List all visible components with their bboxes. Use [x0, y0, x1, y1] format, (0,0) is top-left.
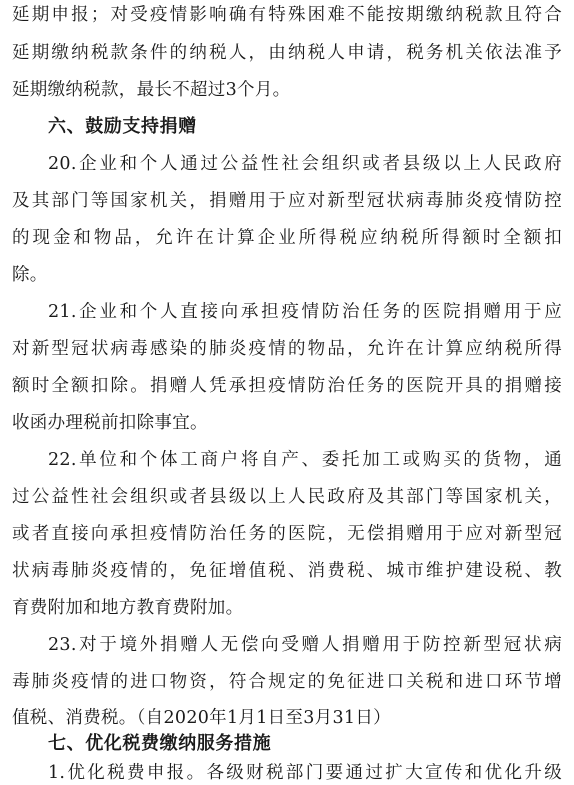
text-line: 值税、消费税。（自2020年1月1日至3月31日）: [12, 708, 391, 728]
text-line: 育费附加和地方教育费附加。: [12, 598, 244, 618]
text-line: 对新型冠状病毒感染的肺炎疫情的物品，允许在计算应纳税所得: [12, 339, 562, 359]
text-line: 延期缴纳税款条件的纳税人，由纳税人申请，税务机关依法准予: [12, 43, 562, 63]
text-line: 毒肺炎疫情的进口物资，符合规定的免征进口关税和进口环节增: [12, 672, 562, 692]
section-heading-7: 七、优化税费缴纳服务措施: [48, 733, 272, 754]
text-line: 除。: [12, 265, 48, 285]
text-line: 及其部门等国家机关，捐赠用于应对新型冠状病毒肺炎疫情防控: [12, 191, 562, 211]
text-line: 延期缴纳税款，最长不超过3个月。: [12, 80, 291, 100]
text-line: 状病毒肺炎疫情的，免征增值税、消费税、城市维护建设税、教: [12, 561, 562, 581]
paragraph-1-first-line: 1.优化税费申报。各级财税部门要通过扩大宣传和优化升级: [48, 763, 562, 783]
text-line: 额时全额扣除。捐赠人凭承担疫情防治任务的医院开具的捐赠接: [12, 376, 562, 396]
text-line: 过公益性社会组织或者县级以上人民政府及其部门等国家机关，: [12, 487, 562, 507]
text-line: 的现金和物品，允许在计算企业所得税应纳税所得额时全额扣: [12, 228, 562, 248]
paragraph-21-first-line: 21.企业和个人直接向承担疫情防治任务的医院捐赠用于应: [48, 302, 562, 322]
paragraph-23-first-line: 23.对于境外捐赠人无偿向受赠人捐赠用于防控新型冠状病: [48, 635, 562, 655]
text-line: 或者直接向承担疫情防治任务的医院，无偿捐赠用于应对新型冠: [12, 524, 562, 544]
section-heading-6: 六、鼓励支持捐赠: [48, 116, 197, 137]
paragraph-20-first-line: 20.企业和个人通过公益性社会组织或者县级以上人民政府: [48, 154, 562, 174]
text-line: 收函办理税前扣除事宜。: [12, 413, 208, 433]
paragraph-22-first-line: 22.单位和个体工商户将自产、委托加工或购买的货物，通: [48, 450, 562, 470]
text-line: 延期申报；对受疫情影响确有特殊困难不能按期缴纳税款且符合: [12, 5, 562, 25]
